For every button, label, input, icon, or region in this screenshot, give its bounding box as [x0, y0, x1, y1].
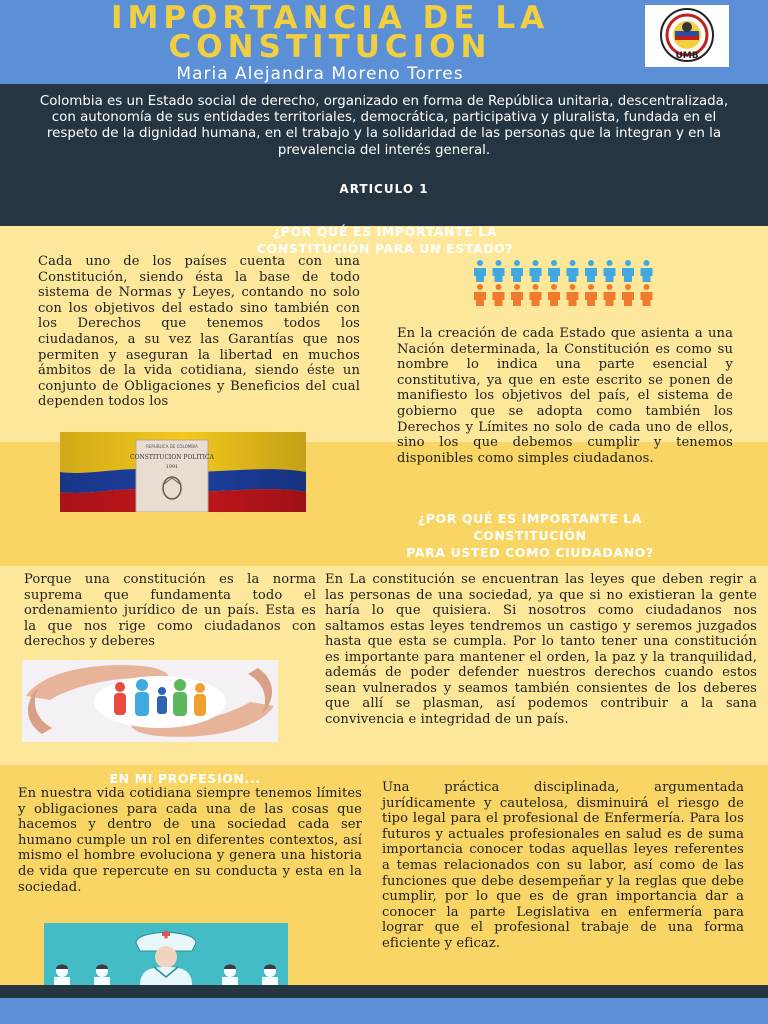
- university-logo: [645, 5, 729, 67]
- state-right-text: En la creación de cada Estado que asienta a una Nación determinada, la Constitución es como su nombre lo indica una parte esencial y constitutiva, ya que en este escrito se ponen de manifiesto los objetivos del país, el sistema de gobierno que se adopta como también los Derechos y Límites no solo de cada uno de ellos, sino los que debemos cumplir y tenemos disponibles como simples ciudadanos.: [397, 326, 733, 466]
- footer-blue-band: [0, 998, 768, 1024]
- people-icons: [470, 258, 660, 308]
- person-icon: [585, 284, 597, 306]
- heading-citizen: [320, 510, 740, 561]
- person-icon: [622, 284, 634, 306]
- article-label: ARTICULO 1: [339, 182, 429, 196]
- title-line-2: CONSTITUCION: [168, 29, 492, 65]
- person-icon: [548, 284, 560, 306]
- poster-header: [0, 0, 768, 84]
- nurse-image: [44, 923, 288, 985]
- person-icon: [530, 284, 542, 306]
- person-icon: [567, 260, 579, 282]
- author-name: Maria Alejandra Moreno Torres: [176, 64, 464, 84]
- person-icon: [548, 260, 560, 282]
- state-left-text: Cada uno de los países cuenta con una Constitución, siendo ésta la base de todo sistema de Normas y Leyes, contando no solo con los objetivos del estado sino también con los Derechos que tenemos todos los ciudadanos, a su vez las Garantías que nos permiten y aseguran la libertad en muchos ámbitos de la vida cotidiana, siendo éste un conjunto de Obligaciones y Beneficios del cual dependen todos los: [38, 254, 360, 410]
- seal-icon: [645, 5, 729, 67]
- person-icon: [493, 260, 505, 282]
- logo-text: UMB: [675, 51, 699, 61]
- heading-state-line-2: CONSTITUCIÓN PARA UN ESTADO?: [256, 241, 514, 256]
- person-icon: [641, 260, 653, 282]
- person-icon: [511, 284, 523, 306]
- heading-citizen-line-2: CONSTITUCIÓN: [473, 528, 587, 543]
- heading-citizen-line-3: PARA USTED COMO CIUDADANO?: [406, 545, 654, 560]
- nurse-icon: [44, 923, 288, 985]
- person-icon: [511, 260, 523, 282]
- hands-family-icon: [22, 660, 278, 742]
- person-icon: [604, 284, 616, 306]
- heading-state-line-1: ¿POR QUÉ ES IMPORTANTE LA: [272, 224, 498, 239]
- citizen-right-text: En La constitución se encuentran las leyes que deben regir a las personas de una sociedad, ya que si no existieran la gente haría lo que quisiera. Si nosotros como ciudadanos nos saltamos estas leyes tendremos un castigo y seremos juzgados hasta que esta se cumpla. Por lo tanto tener una constitución es importante para mantener el orden, la paz y la tranquilidad, además de poder defender nuestros derechos cuando estos sean vulnerados y seamos también consientes de los deberes que allí se plasman, así podemos contribuir a la sana convivencia e integridad de un país.: [325, 572, 757, 727]
- person-icon: [585, 260, 597, 282]
- people-grid-icon: [470, 258, 660, 308]
- book-year: 1991: [165, 464, 179, 470]
- book-subtitle: REPUBLICA DE COLOMBIA: [146, 444, 198, 449]
- footer-dark-band: [0, 985, 768, 998]
- heading-citizen-line-1: ¿POR QUÉ ES IMPORTANTE LA: [417, 511, 643, 526]
- person-icon: [567, 284, 579, 306]
- person-icon: [622, 260, 634, 282]
- colombian-flag-icon: [60, 432, 306, 512]
- person-icon: [641, 284, 653, 306]
- flag-constitution-image: [60, 432, 306, 512]
- profession-right-text: Una práctica disciplinada, argumentada jurídicamente y cautelosa, disminuirá el riesgo de tipo legal para el profesional de Enfermería. Para los futuros y actuales profesionales en salud es de suma importancia conocer todas aquellas leyes referentes a temas relacionados con su labor, así como de las funciones que debe desempeñar y la reglas que debe cumplir, por lo que es de gran importancia dar a conocer la parte Legislativa en enfermería para lograr que el profesional trabaje de una forma eficiente y eficaz.: [382, 780, 744, 951]
- book-title: CONSTITUCION POLITICA: [130, 454, 214, 461]
- intro-paragraph: Colombia es un Estado social de derecho, organizado en forma de República unitaria, descentralizada, con autonomía de sus entidades territoriales, democrática, participativa y pluralista, fundada en el respeto de la dignidad humana, en el trabajo y la solidaridad de las personas que la integran y en la prevalencia del interés general.: [39, 94, 729, 158]
- person-icon: [493, 284, 505, 306]
- person-icon: [604, 260, 616, 282]
- citizen-left-text: Porque una constitución es la norma suprema que fundamenta todo el ordenamiento jurídico de un país. Esta es la que nos rige como ciudadanos con derechos y deberes: [24, 572, 316, 650]
- poster-title: [30, 0, 630, 65]
- person-icon: [474, 260, 486, 282]
- profession-left-text: En nuestra vida cotidiana siempre tenemos límites y obligaciones para cada una de las cosas que hacemos y dentro de una sociedad cada ser humano cumple un rol en diferentes contextos, así mismo el hombre evoluciona y genera una historia de vida que repercute en su conducta y esta en la sociedad.: [18, 786, 362, 895]
- person-icon: [474, 284, 486, 306]
- title-line-1: IMPORTANCIA DE LA: [110, 0, 550, 36]
- heading-state: [150, 223, 620, 257]
- hands-family-image: [22, 660, 278, 742]
- person-icon: [530, 260, 542, 282]
- heading-profession: EN MI PROFESION...: [109, 771, 261, 786]
